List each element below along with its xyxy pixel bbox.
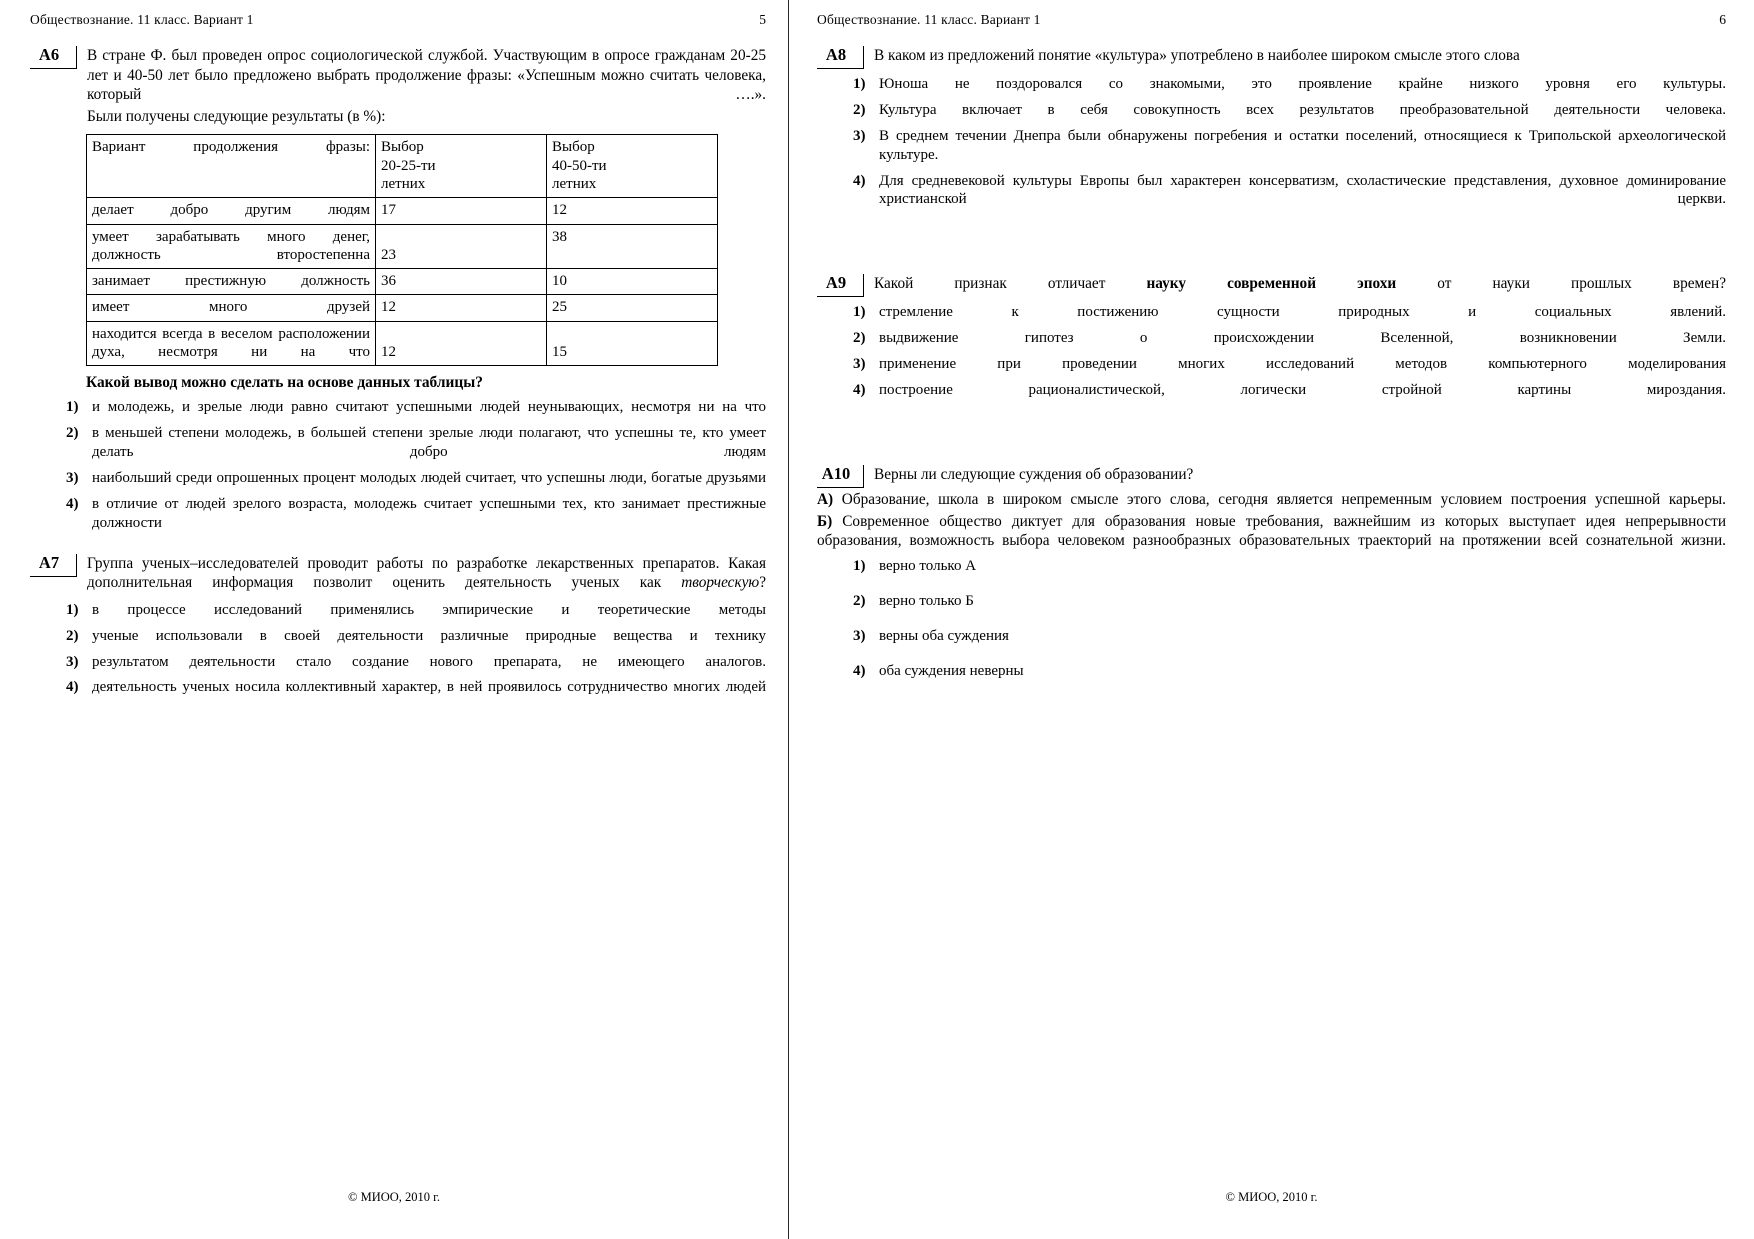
- task-a7-stem: [87, 554, 766, 593]
- answer-number: 4): [66, 495, 79, 512]
- answer-text: В среднем течении Днепра были обнаружены погребения и остатки поселений, относящиеся к Трипольской археологической культуре.: [879, 127, 1726, 163]
- answer-number: 3): [853, 356, 866, 373]
- task-a9-stem: [874, 274, 1726, 294]
- table-cell-young: 12: [376, 321, 547, 366]
- answer-text: Для средневековой культуры Европы был характерен консерватизм, схоластические представления, духовное доминирование христианской церкви.: [879, 172, 1726, 208]
- answer-text: применение при проведении многих исследований методов компьютерного моделирования: [879, 356, 1726, 373]
- answer-text: Культура включает в себя совокупность всех результатов преобразовательной деятельности человека.: [879, 101, 1726, 118]
- table-cell-label: делает добро другим людям: [87, 198, 376, 224]
- answer-text: оба суждения неверны: [879, 662, 1024, 679]
- answer-text: построение рационалистической, логически стройной картины мироздания.: [879, 381, 1726, 398]
- table-header-old: [547, 135, 718, 198]
- answer-number: 1): [853, 557, 866, 574]
- page-left: [0, 0, 789, 1239]
- answer-option[interactable]: [853, 303, 1726, 322]
- task-a8-answers: [817, 75, 1726, 209]
- task-a7-stem-part1: Группа ученых–исследователей проводит работы по разработке лекарственных препаратов. Какая дополнительная информация позволит оценить деятельность ученых как: [87, 554, 766, 592]
- table-cell-label: находится всегда в веселом расположении духа, несмотря ни на что: [87, 321, 376, 366]
- answer-text: Юноша не поздоровался со знакомыми, это проявление крайне низкого уровня его культуры.: [879, 75, 1726, 92]
- answer-option[interactable]: [853, 75, 1726, 94]
- table-row: [87, 224, 718, 269]
- footer-left: © МИОО, 2010 г.: [347, 1190, 441, 1204]
- statement-a-text: Образование, школа в широком смысле этого слова, сегодня является непременным условием построения успешной карьеры.: [833, 490, 1726, 508]
- answer-number: 3): [853, 627, 866, 644]
- answer-number: 3): [66, 653, 79, 670]
- statement-a-label: А): [817, 490, 834, 508]
- answer-option[interactable]: [66, 678, 766, 697]
- answer-number: 4): [66, 679, 79, 696]
- task-a9-answers: [817, 303, 1726, 400]
- task-a6-stem: В стране Ф. был проведен опрос социологической службой. Участвующим в опросе гражданам 20-25 лет и 40-50 лет было предложено выбрать продолжение фразы: «Успешным можно считать человека, который ….».: [87, 47, 766, 104]
- table-cell-old: 12: [547, 198, 718, 224]
- answer-option[interactable]: [66, 627, 766, 646]
- table-cell-young: 12: [376, 295, 547, 321]
- table-header-old-l2: 40-50-ти: [552, 157, 607, 174]
- table-cell-old: 15: [547, 321, 718, 366]
- answer-number: 2): [853, 330, 866, 347]
- task-a7-stem-part2: ?: [759, 574, 766, 592]
- task-a9-body: [874, 274, 1726, 296]
- table-header-old-l3: летних: [552, 175, 597, 192]
- answer-option[interactable]: [853, 101, 1726, 120]
- table-cell-young: 23: [376, 224, 547, 269]
- task-a8-stem: В каком из предложений понятие «культура» употреблено в наиболее широком смысле этого слова: [874, 47, 1520, 64]
- table-header-variant: Вариант продолжения фразы:: [87, 135, 376, 198]
- task-a7-answers: [30, 601, 766, 698]
- answer-number: 2): [66, 627, 79, 644]
- task-a10-answers: [817, 557, 1726, 681]
- header-title-left: Обществознание. 11 класс. Вариант 1: [30, 12, 254, 27]
- answer-text: деятельность ученых носила коллективный характер, в ней проявилось сотрудничество многих людей: [92, 679, 766, 696]
- answer-text: наибольший среди опрошенных процент молодых людей считает, что успешны люди, богатые друзьями: [92, 469, 766, 486]
- table-header-young-l1: Выбор: [381, 139, 424, 156]
- answer-option[interactable]: [853, 172, 1726, 210]
- answer-option[interactable]: [853, 557, 1726, 576]
- answer-option[interactable]: [853, 381, 1726, 400]
- answer-number: 1): [853, 75, 866, 92]
- table-row: [87, 295, 718, 321]
- answer-option[interactable]: [66, 653, 766, 672]
- table-cell-label: имеет много друзей: [87, 295, 376, 321]
- answer-option[interactable]: [66, 469, 766, 488]
- answer-number: 1): [853, 304, 866, 321]
- page-number-left: 5: [759, 12, 766, 27]
- answer-text: в отличие от людей зрелого возраста, молодежь считает успешными тех, кто занимает престижные должности: [92, 495, 766, 531]
- answer-number: 1): [66, 399, 79, 416]
- task-a6-lead-question: Какой вывод можно сделать на основе данных таблицы?: [86, 374, 483, 392]
- answer-text: результатом деятельности стало создание нового препарата, не имеющего аналогов.: [92, 653, 766, 670]
- table-cell-label: умеет зарабатывать много денег, должность второстепенна: [87, 224, 376, 269]
- table-header-young-l2: 20-25-ти: [381, 157, 436, 174]
- footer-right: © МИОО, 2010 г.: [1225, 1190, 1318, 1204]
- table-cell-old: 38: [547, 224, 718, 269]
- answer-number: 4): [853, 662, 866, 679]
- answer-option[interactable]: [853, 127, 1726, 165]
- table-header-row: [87, 135, 718, 198]
- table-cell-old: 25: [547, 295, 718, 321]
- answer-option[interactable]: [853, 662, 1726, 681]
- answer-number: 2): [853, 101, 866, 118]
- answer-text: в процессе исследований применялись эмпирические и теоретические методы: [92, 601, 766, 618]
- answer-text: ученые использовали в своей деятельности различные природные вещества и технику: [92, 627, 766, 644]
- task-a6-body: [87, 46, 766, 128]
- poll-results-table: [86, 134, 718, 366]
- task-a7: [30, 554, 766, 595]
- answer-option[interactable]: [853, 627, 1726, 646]
- task-a10-body: [874, 465, 1726, 487]
- statement-b-label: Б): [817, 512, 833, 530]
- task-a6-answers: [30, 398, 766, 532]
- answer-text: и молодежь, и зрелые люди равно считают успешными людей неунывающих, несмотря ни на что: [92, 399, 766, 416]
- task-a9-stem-part2: от науки прошлых времен?: [1396, 275, 1726, 293]
- answer-option[interactable]: [66, 424, 766, 462]
- task-code-a9: A9: [817, 274, 864, 297]
- table-cell-label: занимает престижную должность: [87, 269, 376, 295]
- answer-text: стремление к постижению сущности природных и социальных явлений.: [879, 304, 1726, 321]
- answer-option[interactable]: [66, 495, 766, 533]
- page-header-right: [817, 12, 1726, 28]
- header-title-right: Обществознание. 11 класс. Вариант 1: [817, 12, 1041, 27]
- answer-number: 4): [853, 381, 866, 398]
- answer-option[interactable]: [853, 592, 1726, 611]
- task-a6: [30, 46, 766, 128]
- answer-option[interactable]: [853, 329, 1726, 348]
- task-a9-stem-bold: науку современной эпохи: [1146, 275, 1397, 293]
- answer-text: выдвижение гипотез о происхождении Вселенной, возникновении Земли.: [879, 330, 1726, 347]
- task-a8: [817, 46, 1726, 69]
- task-a7-stem-italic: творческую: [681, 574, 760, 592]
- table-header-young-l3: летних: [381, 175, 426, 192]
- answer-number: 3): [66, 469, 79, 486]
- answer-text: верны оба суждения: [879, 627, 1009, 644]
- answer-number: 1): [66, 601, 79, 618]
- table-header-old-l1: Выбор: [552, 139, 595, 156]
- answer-text: в меньшей степени молодежь, в большей степени зрелые люди полагают, что успешны те, кто умеет делать добро людям: [92, 425, 766, 461]
- answer-number: 2): [66, 425, 79, 442]
- page-right: [789, 0, 1754, 1239]
- task-code-a7: A7: [30, 554, 77, 577]
- table-header-young: [376, 135, 547, 198]
- table-cell-young: 17: [376, 198, 547, 224]
- task-a7-body: [87, 554, 766, 595]
- task-a10-statement-a: [817, 490, 1726, 510]
- answer-option[interactable]: [66, 398, 766, 417]
- task-a10-stem: Верны ли следующие суждения об образовании?: [874, 465, 1194, 483]
- table-row: [87, 269, 718, 295]
- answer-option[interactable]: [66, 601, 766, 620]
- task-a10: [817, 465, 1726, 488]
- task-a8-body: [874, 46, 1726, 68]
- table-row: [87, 321, 718, 366]
- task-code-a6: A6: [30, 46, 77, 69]
- page-number-right: 6: [1719, 12, 1726, 27]
- answer-option[interactable]: [853, 355, 1726, 374]
- task-a10-statement-b: [817, 512, 1726, 551]
- task-a6-stem2: Были получены следующие результаты (в %):: [87, 107, 386, 125]
- table-cell-old: 10: [547, 269, 718, 295]
- task-code-a8: A8: [817, 46, 864, 69]
- task-code-a10: A10: [817, 465, 864, 488]
- answer-number: 2): [853, 592, 866, 609]
- answer-text: верно только Б: [879, 592, 974, 609]
- task-a9-stem-part1: Какой признак отличает: [874, 275, 1147, 293]
- table-cell-young: 36: [376, 269, 547, 295]
- answer-text: верно только А: [879, 557, 977, 574]
- answer-number: 4): [853, 172, 866, 189]
- task-a9: [817, 274, 1726, 297]
- answer-number: 3): [853, 127, 866, 144]
- statement-b-text: Современное общество диктует для образования новые требования, важнейшим из которых выступает идея непрерывности образования, возможность выбора человеком разнообразных образовательных траекторий на протяжении всей сознательной жизни.: [817, 512, 1726, 550]
- page-header-left: [30, 12, 766, 28]
- table-row: [87, 198, 718, 224]
